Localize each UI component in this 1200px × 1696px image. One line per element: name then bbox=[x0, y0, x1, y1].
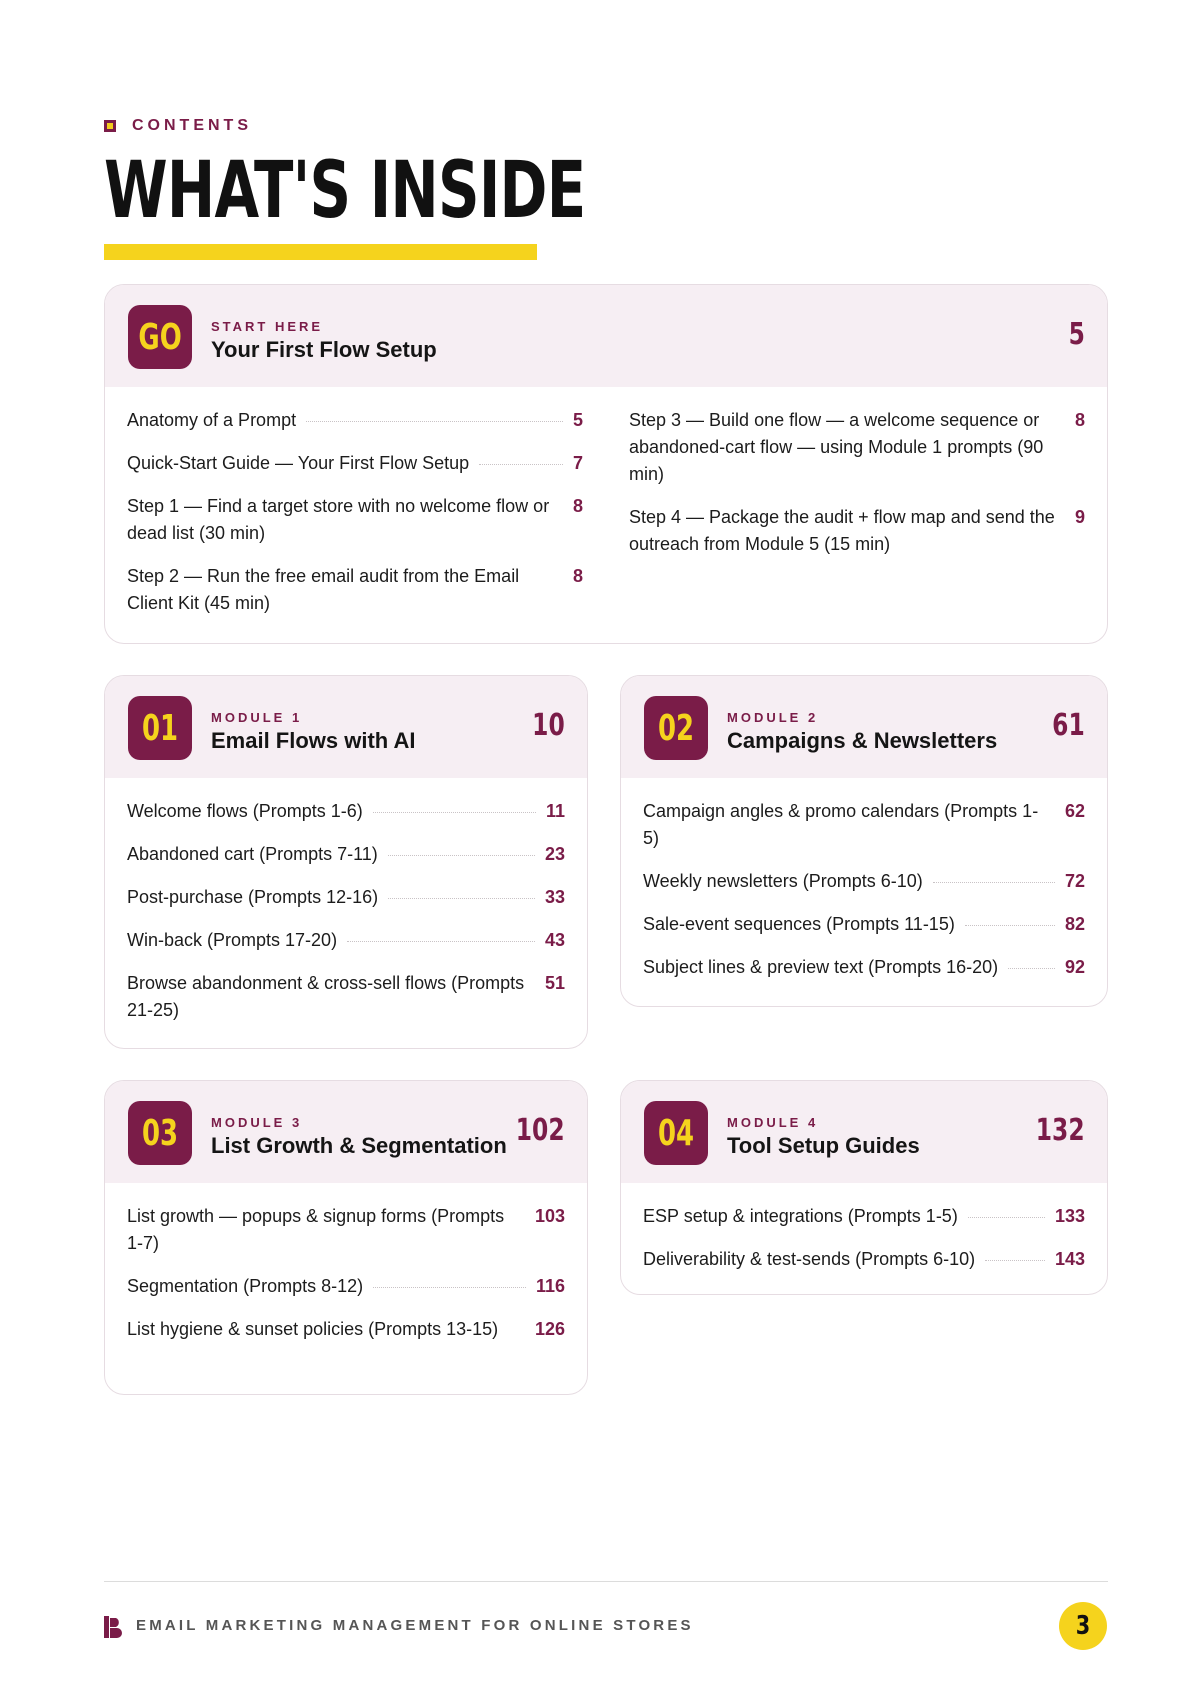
entry-text: ESP setup & integrations (Prompts 1-5) bbox=[643, 1206, 958, 1226]
toc-entry[interactable] bbox=[643, 911, 1085, 938]
entry-page: 133 bbox=[1054, 1206, 1085, 1226]
toc-entry[interactable] bbox=[127, 884, 565, 911]
dot-leader bbox=[373, 1273, 526, 1288]
card-page-number[interactable]: 10 bbox=[532, 708, 565, 743]
entry-page: 62 bbox=[1064, 801, 1085, 821]
entry-page: 33 bbox=[544, 887, 565, 907]
entry-text: Step 3 — Build one flow — a welcome sequence or abandoned-cart flow — using Module 1 prompts (90 min) bbox=[629, 410, 1044, 484]
dot-leader bbox=[388, 884, 535, 899]
badge-label: GO bbox=[138, 316, 182, 358]
entry-text: Step 1 — Find a target store with no welcome flow or dead list (30 min) bbox=[127, 496, 550, 543]
dot-leader bbox=[968, 1203, 1045, 1218]
entry-text: Deliverability & test-sends (Prompts 6-10) bbox=[643, 1249, 976, 1269]
entry-page: 8 bbox=[572, 496, 583, 516]
start-card bbox=[104, 284, 1108, 644]
book-logo-icon bbox=[104, 1616, 122, 1638]
toc-entry[interactable] bbox=[127, 927, 565, 954]
card-title[interactable]: Campaigns & Newsletters bbox=[727, 728, 998, 753]
entry-page: 11 bbox=[545, 801, 565, 821]
dot-leader bbox=[373, 798, 536, 813]
entry-column-left bbox=[127, 407, 583, 633]
entry-page: 82 bbox=[1064, 914, 1085, 934]
entry-page: 72 bbox=[1064, 871, 1085, 891]
card-header bbox=[621, 676, 1107, 778]
entry-text: Weekly newsletters (Prompts 6-10) bbox=[643, 871, 923, 891]
entry-text: Welcome flows (Prompts 1-6) bbox=[127, 801, 363, 821]
badge-label: 03 bbox=[141, 1112, 179, 1154]
page-number-badge bbox=[1059, 1602, 1107, 1650]
toc-entry[interactable] bbox=[127, 1273, 565, 1300]
dot-leader bbox=[306, 407, 563, 422]
module-badge bbox=[128, 1101, 192, 1165]
dot-leader bbox=[347, 927, 535, 942]
entry-text: Step 2 — Run the free email audit from the Email Client Kit (45 min) bbox=[127, 566, 520, 613]
entry-column-right bbox=[629, 407, 1085, 633]
entry-text: Anatomy of a Prompt bbox=[127, 410, 297, 430]
badge-label: 02 bbox=[657, 707, 695, 749]
entry-page: 23 bbox=[544, 844, 565, 864]
toc-entry[interactable] bbox=[643, 1203, 1085, 1230]
entry-text: Campaign angles & promo calendars (Prompts 1-5) bbox=[643, 801, 1039, 848]
dot-leader bbox=[388, 841, 535, 856]
module-badge bbox=[644, 696, 708, 760]
entry-text: Step 4 — Package the audit + flow map and send the outreach from Module 5 (15 min) bbox=[629, 507, 1055, 554]
entry-page: 5 bbox=[572, 410, 583, 430]
module-2-card bbox=[620, 675, 1108, 1007]
entry-page: 7 bbox=[572, 453, 583, 473]
entry-text: Segmentation (Prompts 8-12) bbox=[127, 1276, 364, 1296]
card-title[interactable]: Email Flows with AI bbox=[211, 728, 416, 753]
section-badge bbox=[128, 305, 192, 369]
toc-entry[interactable] bbox=[127, 563, 583, 617]
entry-page: 143 bbox=[1054, 1249, 1085, 1269]
footer-divider bbox=[104, 1581, 1108, 1582]
entry-text: Post-purchase (Prompts 12-16) bbox=[127, 887, 379, 907]
entry-text: Abandoned cart (Prompts 7-11) bbox=[127, 844, 378, 864]
toc-entry[interactable] bbox=[643, 954, 1085, 981]
toc-entry[interactable] bbox=[127, 450, 583, 477]
card-header bbox=[105, 1081, 587, 1183]
card-page-number[interactable]: 102 bbox=[516, 1113, 565, 1148]
toc-entry[interactable] bbox=[127, 1203, 565, 1257]
dot-leader bbox=[479, 450, 563, 465]
entry-list bbox=[621, 778, 1107, 981]
entry-text: Sale-event sequences (Prompts 11-15) bbox=[643, 914, 955, 934]
entry-text: Win-back (Prompts 17-20) bbox=[127, 930, 338, 950]
toc-entry[interactable] bbox=[127, 970, 565, 1024]
toc-entry[interactable] bbox=[127, 493, 583, 547]
card-title[interactable]: Tool Setup Guides bbox=[727, 1133, 920, 1158]
toc-entry[interactable] bbox=[127, 841, 565, 868]
eyebrow-label: CONTENTS bbox=[132, 117, 252, 134]
entry-text: List growth — popups & signup forms (Prompts 1-7) bbox=[127, 1206, 505, 1253]
module-1-card bbox=[104, 675, 588, 1049]
dot-leader bbox=[965, 911, 1055, 926]
toc-entry[interactable] bbox=[643, 798, 1085, 852]
card-title[interactable]: Your First Flow Setup bbox=[211, 337, 437, 362]
square-bullet-icon bbox=[104, 120, 116, 132]
dot-leader bbox=[1008, 954, 1055, 969]
toc-entry[interactable] bbox=[629, 407, 1085, 488]
card-kicker: MODULE 2 bbox=[727, 710, 819, 725]
entry-text: Browse abandonment & cross-sell flows (Prompts 21-25) bbox=[127, 973, 525, 1020]
module-4-card bbox=[620, 1080, 1108, 1295]
dot-leader bbox=[933, 868, 1055, 883]
card-header bbox=[621, 1081, 1107, 1183]
card-title[interactable]: List Growth & Segmentation bbox=[211, 1133, 507, 1158]
entry-page: 8 bbox=[572, 566, 583, 586]
card-kicker: MODULE 3 bbox=[211, 1115, 303, 1130]
card-page-number[interactable]: 61 bbox=[1052, 708, 1085, 743]
card-page-number[interactable]: 5 bbox=[1068, 317, 1085, 352]
entry-page: 103 bbox=[534, 1206, 565, 1226]
toc-entry[interactable] bbox=[629, 504, 1085, 558]
entry-page: 8 bbox=[1074, 410, 1085, 430]
entry-text: Quick-Start Guide — Your First Flow Setup bbox=[127, 453, 470, 473]
card-page-number[interactable]: 132 bbox=[1036, 1113, 1085, 1148]
entry-page: 116 bbox=[535, 1276, 565, 1296]
card-kicker: MODULE 1 bbox=[211, 710, 303, 725]
entry-text: Subject lines & preview text (Prompts 16-20) bbox=[643, 957, 999, 977]
page-title: WHAT'S INSIDE bbox=[104, 146, 586, 236]
entry-list bbox=[105, 778, 587, 1024]
footer-title: EMAIL MARKETING MANAGEMENT FOR ONLINE STORES bbox=[136, 1617, 694, 1634]
entry-page: 51 bbox=[544, 973, 565, 993]
card-kicker: START HERE bbox=[211, 319, 324, 334]
entry-text: List hygiene & sunset policies (Prompts 13-15) bbox=[127, 1319, 499, 1339]
entry-page: 9 bbox=[1074, 507, 1085, 527]
entry-columns bbox=[105, 387, 1107, 633]
toc-entry[interactable] bbox=[127, 1316, 565, 1343]
module-3-card bbox=[104, 1080, 588, 1395]
dot-leader bbox=[985, 1246, 1045, 1261]
toc-entry[interactable] bbox=[643, 868, 1085, 895]
toc-entry[interactable] bbox=[127, 798, 565, 825]
toc-entry[interactable] bbox=[643, 1246, 1085, 1273]
badge-label: 01 bbox=[141, 707, 179, 749]
module-badge bbox=[128, 696, 192, 760]
card-header bbox=[105, 676, 587, 778]
toc-entry[interactable] bbox=[127, 407, 583, 434]
entry-list bbox=[105, 1183, 587, 1343]
eyebrow bbox=[104, 117, 252, 135]
entry-page: 43 bbox=[544, 930, 565, 950]
module-badge bbox=[644, 1101, 708, 1165]
badge-label: 04 bbox=[657, 1112, 695, 1154]
title-underline bbox=[104, 244, 537, 260]
card-kicker: MODULE 4 bbox=[727, 1115, 819, 1130]
entry-page: 126 bbox=[534, 1319, 565, 1339]
card-header bbox=[105, 285, 1107, 387]
entry-page: 92 bbox=[1064, 957, 1085, 977]
entry-list bbox=[621, 1183, 1107, 1273]
page-number: 3 bbox=[1075, 1611, 1091, 1641]
